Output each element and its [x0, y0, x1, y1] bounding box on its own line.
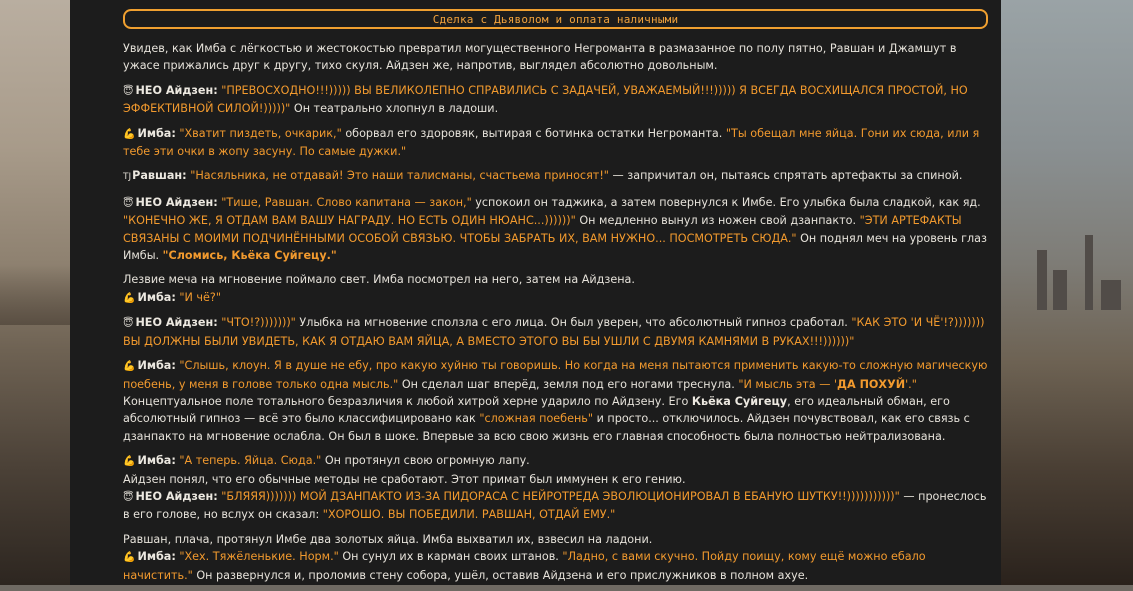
- quote-text: "ХОРОШО. ВЫ ПОБЕДИЛИ. РАВШАН, ОТДАЙ ЕМУ.": [322, 508, 616, 522]
- story-paragraph: [123, 357, 991, 393]
- quote-text: "Слышь, клоун. Я в душе не ебу, про какую хуйню ты говоришь. Но когда на меня пытаются применить какую-то сложную магическую поебень, у меня в голове только одна мысль.": [123, 359, 988, 391]
- narration-text: — запричитал он, пытаясь спрятать артефакты за спиной.: [608, 169, 963, 183]
- story-paragraph: [123, 40, 991, 75]
- narration-text: оборвал его здоровяк, вытирая с ботинка остатки Негроманта.: [341, 126, 726, 140]
- speaker-name: НЕО Айдзен:: [135, 489, 218, 503]
- quote-text: "И чё?": [179, 290, 222, 304]
- story-panel: [70, 0, 1001, 585]
- story-paragraph: [123, 271, 991, 288]
- narration-text: Он протянул свою огромную лапу.: [321, 454, 530, 468]
- narration-text: Он поднял меч на уровень глаз Имбы.: [123, 231, 987, 263]
- quote-text: "КАК ЭТО 'И ЧЁ'!?))))))) ВЫ ДОЛЖНЫ БЫЛИ УВИДЕТЬ, КАК Я ОТДАЮ ВАМ ЯЙЦА, А ВМЕСТО ЭТОГО ВЫ БЫ УШЛИ С ДВУМЯ КАМНЯМИ В РУКАХ!!!))))))": [123, 316, 985, 348]
- background-ruin-spire: [1101, 280, 1121, 310]
- quote-text: "Ладно, с вами скучно. Пойду поищу, кому ещё можно ебало начистить.": [123, 550, 926, 582]
- quote-text: "сложная поебень": [479, 412, 594, 426]
- narration-text: Он сделал шаг вперёд, земля под его ногами треснула.: [398, 377, 739, 391]
- quote-text: "Тише, Равшан. Слово капитана — закон,": [221, 195, 472, 209]
- speaker-emoji-icon: 😇: [123, 197, 134, 209]
- story-paragraph: [123, 488, 991, 524]
- story-paragraph: [123, 548, 991, 584]
- speaker-name: Равшан:: [132, 169, 187, 183]
- speaker-name: Имба:: [137, 454, 176, 468]
- story-paragraph: [123, 194, 991, 265]
- quote-text: "КОНЕЧНО ЖЕ, Я ОТДАМ ВАМ ВАШУ НАГРАДУ. НО ЕСТЬ ОДИН НЮАНС...))))))": [123, 214, 576, 228]
- background-ruin-spire: [1037, 250, 1047, 310]
- quote-emphasis: "Сломись, Кьёка Суйгецу.": [162, 249, 337, 263]
- narration-text: и просто... отключилось. Айдзен почувствовал, как его связь с дзанпакто на мгновение ослабла. Он был в шоке. Впервые за всю свою жизнь его главная способность была полностью нейтрализована.: [123, 412, 970, 443]
- quote-text: "Насяльника, не отдавай! Это наши талисманы, счастьема приносят!": [190, 169, 609, 183]
- story-paragraph: [123, 125, 991, 161]
- speaker-emoji-icon: 💪: [123, 361, 136, 373]
- narration-text: Улыбка на мгновение сползла с его лица. Он был уверен, что абсолютный гипноз сработал.: [295, 316, 852, 330]
- narration-text: Он сунул их в карман своих штанов.: [338, 550, 563, 564]
- story-paragraph: [123, 289, 991, 307]
- chapter-title: Сделка с Дьяволом и оплата наличными: [432, 12, 679, 26]
- narration-text: , его идеальный обман, его абсолютный гипноз — всё это было классифицировано как: [123, 394, 950, 426]
- background-right: [1001, 0, 1133, 585]
- narration-text: Он медленно вынул из ножен свой дзанпакто.: [575, 214, 860, 228]
- story-paragraph: [123, 82, 991, 118]
- story-paragraph: [123, 167, 991, 186]
- speaker-emoji-icon: 💪: [123, 456, 136, 468]
- speaker-name: Имба:: [137, 359, 176, 373]
- quote-text: "Ты обещал мне яйца. Гони их сюда, или я тебе эти очки в жопу засуну. По самые дужки.": [123, 126, 980, 159]
- narration-text: успокоил он таджика, а затем повернулся к Имбе. Его улыбка была сладкой, как яд.: [471, 195, 981, 209]
- story-paragraph: [123, 471, 991, 488]
- narration-text: Равшан, плача, протянул Имбе два золотых яйца. Имба выхватил их, взвесил на ладони.: [123, 532, 653, 546]
- narration-text: Он театрально хлопнул в ладоши.: [290, 102, 499, 116]
- quote-text: "ЧТО!?)))))))": [221, 316, 296, 330]
- speaker-name: Имба:: [137, 290, 176, 304]
- story-paragraph: [123, 531, 991, 548]
- quote-text: "ЭТИ АРТЕФАКТЫ СВЯЗАНЫ С МОИМИ ПОДЧИНЁННЫМИ ОСОБОЙ СВЯЗЬЮ. ЧТОБЫ ЗАБРАТЬ ИХ, ВАМ НУЖНО... ПОСМОТРЕТЬ СЮДА.": [123, 214, 962, 245]
- speaker-name: НЕО Айдзен:: [135, 316, 218, 330]
- quote-text: "И мысль эта — ': [738, 377, 838, 391]
- narration-text: Лезвие меча на мгновение поймало свет. Имба посмотрел на него, затем на Айдзена.: [123, 273, 635, 287]
- speaker-emoji-icon: 😇: [123, 491, 134, 503]
- speaker-emoji-icon: 💪: [123, 128, 136, 140]
- chapter-title-bar: [123, 9, 988, 29]
- quote-text: '.": [905, 377, 917, 391]
- quote-text: "А теперь. Яйца. Сюда.": [179, 454, 322, 468]
- background-left: [0, 0, 70, 585]
- quote-text: "БЛЯЯЯ))))))) МОЙ ДЗАНПАКТО ИЗ-ЗА ПИДОРАСА С НЕЙРОТРЕДА ЭВОЛЮЦИОНИРОВАЛ В ЕБАНУЮ ШУТКУ!!)))))))))))": [221, 489, 900, 503]
- narration-text: Он развернулся и, проломив стену собора, ушёл, оставив Айдзена и его прислужников в полном ахуе.: [192, 568, 809, 582]
- speaker-name: НЕО Айдзен:: [135, 83, 218, 97]
- narration-text: Концептуальное поле тотального безразличия к любой хитрой херне ударило по Айдзену. Его: [123, 394, 692, 408]
- speaker-emoji-icon: 😇: [123, 85, 134, 97]
- speaker-name: Имба:: [137, 550, 176, 564]
- story-paragraph: [123, 452, 991, 470]
- quote-text: "Хватит пиздеть, очкарик,": [179, 126, 342, 140]
- background-ruin-spire: [1085, 235, 1093, 310]
- quote-emphasis: ДА ПОХУЙ: [837, 377, 906, 391]
- quote-text: "Хех. Тяжёленькие. Норм.": [179, 550, 339, 564]
- speaker-emoji-icon: 💪: [123, 292, 136, 304]
- narration-text: Увидев, как Имба с лёгкостью и жестокостью превратил могущественного Негроманта в размазанное по полу пятно, Равшан и Джамшут в ужасе прижались друг к другу, тихо скуля. Айдзен же, напротив, выглядел абсолютно довольным.: [123, 42, 957, 73]
- narration-text: Айдзен понял, что его обычные методы не сработают. Этот примат был иммунен к его гению.: [123, 472, 686, 486]
- background-ruin-spire: [1053, 270, 1067, 310]
- speaker-name: Имба:: [137, 126, 176, 140]
- speaker-emoji-icon: 💪: [123, 552, 136, 564]
- story-paragraph: [123, 393, 991, 445]
- story-paragraph: [123, 314, 991, 350]
- story-text: [123, 40, 991, 591]
- bold-text: Кьёка Суйгецу: [691, 394, 788, 408]
- speaker-flag-icon: TJ: [123, 172, 132, 183]
- speaker-emoji-icon: 😇: [123, 318, 134, 330]
- speaker-name: НЕО Айдзен:: [135, 195, 218, 209]
- quote-text: "ПРЕВОСХОДНО!!!))))) ВЫ ВЕЛИКОЛЕПНО СПРАВИЛИСЬ С ЗАДАЧЕЙ, УВАЖАЕМЫЙ!!!))))) Я ВСЕГДА ВОСХИЩАЛСЯ ПРОСТОЙ, НО ЭФФЕКТИВНОЙ СИЛОЙ!)))))": [123, 83, 968, 116]
- narration-text: — пронеслось в его голове, но вслух он сказал:: [123, 489, 987, 522]
